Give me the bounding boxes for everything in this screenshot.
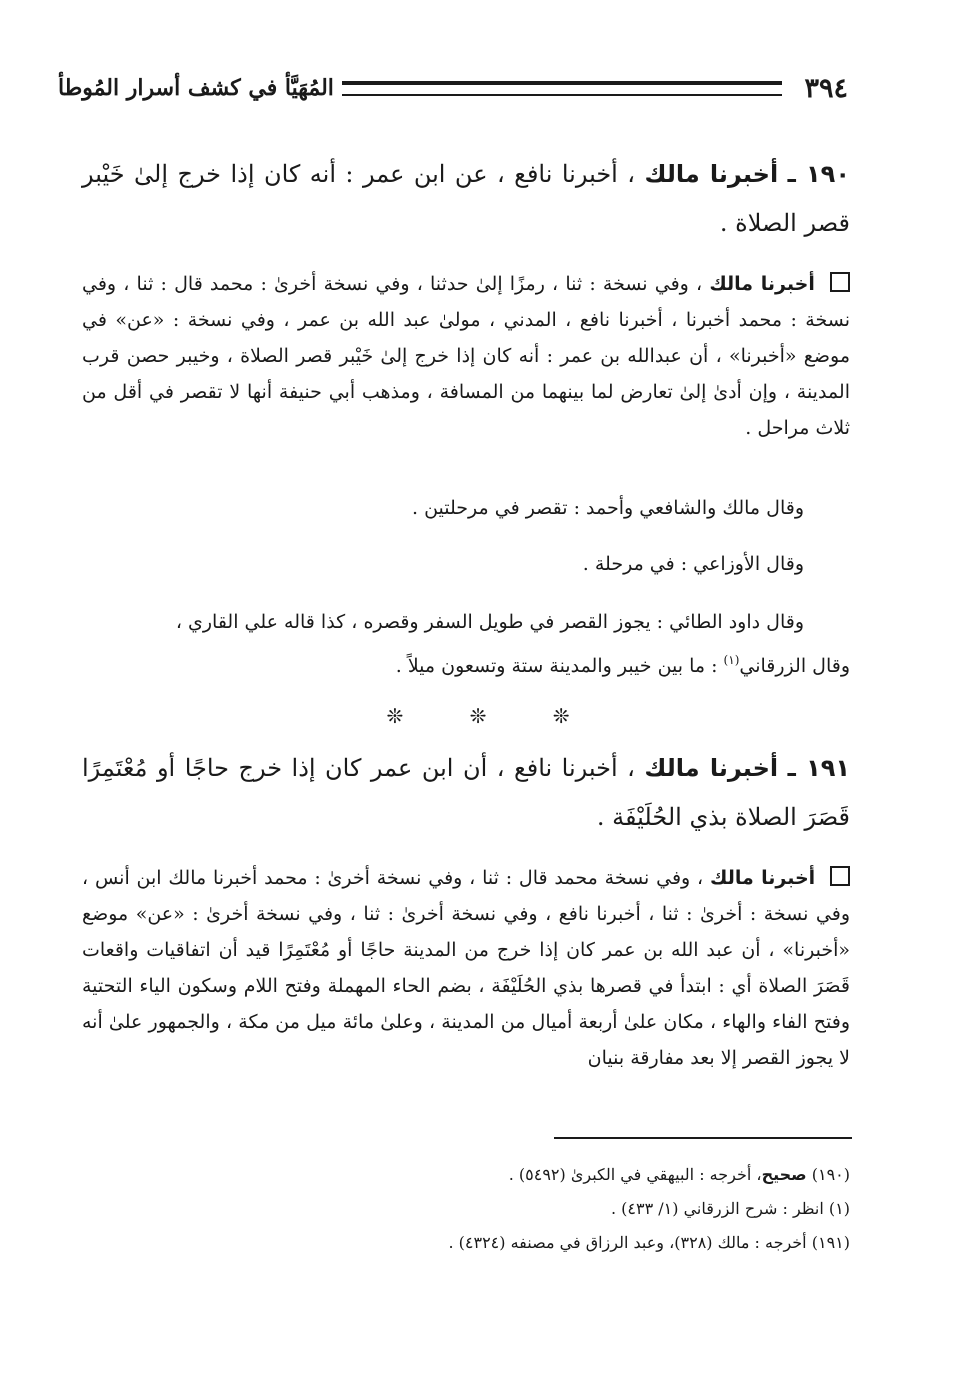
section-separator (0, 704, 956, 728)
footnote-190 (200, 1160, 850, 1190)
footnote-text: انظر : شرح الزرقاني (١/ ٤٣٣) . (610, 1199, 824, 1218)
star-icon: ❊ (469, 704, 487, 728)
hadith-text: ، أخبرنا نافع ، أن ابن عمر كان إذا خرج حاجًا أو مُعْتَمِرًا قَصَرَ الصلاة بذي الحُلَيْفَة . (82, 754, 850, 831)
book-title: المُهَيَّأ في كشف أسرار المُوطأ (58, 75, 334, 101)
zurqani-label: وقال الزرقاني (739, 655, 850, 677)
commentary-text: ، وفي نسخة محمد قال : ثنا ، وفي نسخة أخرىٰ : محمد أخبرنا مالك ابن أنس ، وفي نسخة : أخرىٰ : ثنا ، أخبرنا نافع ، وفي نسخة أخرىٰ : ثنا ، وفي نسخة أخرىٰ : «عن» موضع «أخبرنا» ، أن عبد الله بن عمر كان إذا خرج من المدينة حاجًا أو مُعْتَمِرًا قيد أن اتفاقيات واقعات قَصَرَ الصلاة أي : ابتدأ في قصرها بذي الحُلَيْفَة ، بضم الحاء المهملة وفتح اللام وسكون الياء التحتية وفتح الفاء والهاء ، مكان علىٰ أربعة أميال من المدينة ، وعلىٰ مائة ميل من مكة ، والجمهور علىٰ أنه لا يجوز القصر إلا بعد مفارقة بنيان (82, 867, 850, 1069)
footnote-rule (554, 1137, 852, 1139)
hadith-lead: أخبرنا مالك (644, 160, 779, 188)
footnote-number: (١٩١) (811, 1233, 850, 1252)
opinion-awzai: وقال الأوزاعي : في مرحلة . (582, 553, 804, 575)
zurqani-text: : ما بين خيبر والمدينة ستة وتسعون ميلاً . (395, 655, 718, 677)
page-number: ٣٩٤ (804, 72, 848, 104)
header-rule (342, 81, 783, 96)
footnote-number: (١) (828, 1199, 850, 1218)
opinion-dawud: وقال داود الطائي : يجوز القصر في طويل السفر وقصره ، كذا قاله علي القاري ، (175, 611, 804, 633)
commentary-square-icon (830, 272, 850, 292)
commentary-lead: أخبرنا مالك (710, 867, 816, 889)
hadith-191 (82, 744, 850, 842)
opinion-zurqani (82, 642, 850, 684)
opinion-malik: وقال مالك والشافعي وأحمد : تقصر في مرحلتين . (411, 497, 804, 519)
footnote-grade: صحيح (761, 1165, 807, 1184)
star-icon: ❊ (552, 704, 570, 728)
hadith-number: ١٩٠ ـ (787, 160, 850, 188)
running-header (58, 68, 848, 108)
hadith-lead: أخبرنا مالك (644, 754, 779, 782)
footnote-ref: (١) (723, 653, 740, 667)
commentary-190 (82, 266, 850, 446)
commentary-191 (82, 860, 850, 1076)
hadith-190 (82, 150, 850, 248)
footnote-number: (١٩٠) (811, 1165, 850, 1184)
hadith-number: ١٩١ ـ (787, 754, 851, 782)
footnote-1 (200, 1194, 850, 1224)
star-icon: ❊ (386, 704, 404, 728)
footnote-191 (200, 1228, 850, 1258)
footnote-text: أخرجه : مالك (٣٢٨)، وعبد الرزاق في مصنفه (٤٣٢٤) . (448, 1233, 807, 1252)
footnote-text: ، أخرجه : البيهقي في الكبرىٰ (٥٤٩٢) . (508, 1165, 762, 1184)
commentary-text: ، وفي نسخة : ثنا ، رمزًا إلىٰ حدثنا ، وفي نسخة أخرىٰ : محمد قال : ثنا ، وفي نسخة : محمد أخبرنا ، أخبرنا نافع ، المدني ، مولىٰ عبد الله بن عمر ، وفي نسخة : «عن» في موضع «أخبرنا» ، أن عبدالله بن عمر : أنه كان إذا خرج إلىٰ خَيْبر قصر الصلاة ، وخيبر حصن قرب المدينة ، وإن أدىٰ إلىٰ تعارض لما بينهما من المسافة ، ومذهب أبي حنيفة أنها لا تقصر في أقل من ثلاث مراحل . (82, 273, 850, 439)
hadith-text: ، أخبرنا نافع ، عن ابن عمر : أنه كان إذا خرج إلىٰ خَيْبر قصر الصلاة . (82, 160, 850, 237)
commentary-lead: أخبرنا مالك (709, 273, 815, 295)
commentary-square-icon (830, 866, 850, 886)
